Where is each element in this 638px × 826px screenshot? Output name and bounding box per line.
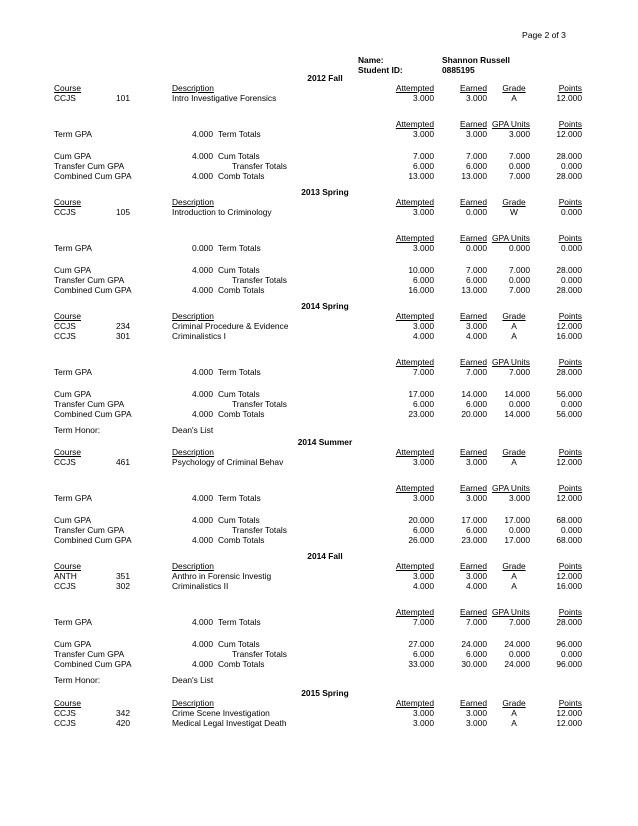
grade-header: Grade	[502, 311, 526, 321]
earned-header: Earned	[459, 197, 487, 207]
combined-totals-label: Comb Totals	[218, 659, 265, 669]
term-gpa-label: Term GPA	[54, 243, 92, 253]
term-honor-value: Dean's List	[172, 675, 214, 685]
cum-gpa-label: Cum GPA	[54, 515, 92, 525]
gpa-units-header: GPA Units	[491, 233, 530, 243]
gpa-units-header: GPA Units	[491, 119, 530, 129]
cum-gpa-units: 17.000	[504, 515, 530, 525]
totals-earned-header: Earned	[459, 483, 487, 493]
transfer-gpa-label: Transfer Cum GPA	[54, 525, 125, 535]
course-attempted: 4.000	[413, 581, 434, 591]
attempted-header: Attempted	[395, 197, 434, 207]
term-gpa-label: Term GPA	[54, 493, 92, 503]
cum-gpa-label: Cum GPA	[54, 265, 92, 275]
gpa-units-header: GPA Units	[491, 483, 530, 493]
cum-gpa-label: Cum GPA	[54, 389, 92, 399]
term-gpa-value: 0.000	[192, 243, 213, 253]
transfer-gpa-units: 0.000	[509, 399, 530, 409]
course-attempted: 3.000	[413, 207, 434, 217]
student-id-label: Student ID:	[358, 65, 403, 75]
course-grade: A	[511, 581, 517, 591]
description-header: Description	[172, 197, 214, 207]
cum-gpa-value: 4.000	[192, 151, 213, 161]
grade-header: Grade	[502, 83, 526, 93]
transfer-gpa-units: 0.000	[509, 649, 530, 659]
grade-header: Grade	[502, 561, 526, 571]
combined-totals-label: Comb Totals	[218, 285, 265, 295]
course-number: 105	[116, 207, 130, 217]
course-earned: 4.000	[466, 331, 487, 341]
term-title: 2014 Fall	[307, 551, 343, 561]
term-title: 2014 Summer	[297, 437, 353, 447]
combined-gpa-units: 14.000	[504, 409, 530, 419]
combined-points: 56.000	[556, 409, 582, 419]
course-points: 16.000	[556, 331, 582, 341]
course-subject: CCJS	[54, 321, 76, 331]
totals-attempted-header: Attempted	[395, 483, 434, 493]
course-earned: 3.000	[466, 321, 487, 331]
transfer-gpa-units: 0.000	[509, 275, 530, 285]
cum-earned: 14.000	[461, 389, 487, 399]
term-gpa-label: Term GPA	[54, 367, 92, 377]
cum-gpa-value: 4.000	[192, 515, 213, 525]
combined-gpa-units: 17.000	[504, 535, 530, 545]
transfer-attempted: 6.000	[413, 649, 434, 659]
course-grade: W	[510, 207, 518, 217]
course-earned: 4.000	[466, 581, 487, 591]
points-header: Points	[558, 197, 582, 207]
cum-totals-label: Cum Totals	[218, 389, 260, 399]
earned-header: Earned	[459, 698, 487, 708]
course-description: Anthro in Forensic Investig	[172, 571, 272, 581]
term-title: 2015 Spring	[301, 688, 349, 698]
cum-totals-label: Cum Totals	[218, 639, 260, 649]
term-title: 2013 Spring	[301, 187, 349, 197]
course-description: Medical Legal Investigat Death	[172, 718, 287, 728]
transfer-gpa-units: 0.000	[509, 525, 530, 535]
course-subject: CCJS	[54, 457, 76, 467]
term-attempted: 3.000	[413, 493, 434, 503]
combined-totals-label: Comb Totals	[218, 171, 265, 181]
earned-header: Earned	[459, 311, 487, 321]
grade-header: Grade	[502, 698, 526, 708]
gpa-units-header: GPA Units	[491, 357, 530, 367]
course-header: Course	[54, 311, 81, 321]
transfer-points: 0.000	[561, 525, 582, 535]
transfer-totals-label: Transfer Totals	[232, 525, 287, 535]
course-attempted: 3.000	[413, 93, 434, 103]
description-header: Description	[172, 83, 214, 93]
earned-header: Earned	[459, 561, 487, 571]
course-subject: CCJS	[54, 718, 76, 728]
combined-points: 28.000	[556, 285, 582, 295]
description-header: Description	[172, 447, 214, 457]
transfer-earned: 6.000	[466, 399, 487, 409]
course-subject: CCJS	[54, 708, 76, 718]
totals-earned-header: Earned	[459, 357, 487, 367]
transfer-attempted: 6.000	[413, 399, 434, 409]
term-points: 28.000	[556, 617, 582, 627]
points-header: Points	[558, 447, 582, 457]
combined-gpa-value: 4.000	[192, 285, 213, 295]
course-points: 12.000	[556, 718, 582, 728]
term-title: 2014 Spring	[301, 301, 349, 311]
totals-points-header: Points	[558, 483, 582, 493]
cum-gpa-label: Cum GPA	[54, 639, 92, 649]
course-number: 342	[116, 708, 130, 718]
cum-gpa-value: 4.000	[192, 265, 213, 275]
course-header: Course	[54, 561, 81, 571]
cum-earned: 7.000	[466, 265, 487, 275]
term-earned: 3.000	[466, 129, 487, 139]
combined-earned: 20.000	[461, 409, 487, 419]
term-gpa-units: 7.000	[509, 617, 530, 627]
cum-points: 28.000	[556, 151, 582, 161]
term-gpa-value: 4.000	[192, 617, 213, 627]
cum-gpa-units: 7.000	[509, 151, 530, 161]
course-attempted: 3.000	[413, 708, 434, 718]
grade-header: Grade	[502, 447, 526, 457]
course-attempted: 3.000	[413, 571, 434, 581]
term-gpa-value: 4.000	[192, 367, 213, 377]
earned-header: Earned	[459, 83, 487, 93]
course-attempted: 4.000	[413, 331, 434, 341]
combined-attempted: 13.000	[408, 171, 434, 181]
course-header: Course	[54, 197, 81, 207]
course-description: Criminal Procedure & Evidence	[172, 321, 289, 331]
course-description: Crime Scene Investigation	[172, 708, 270, 718]
course-grade: A	[511, 321, 517, 331]
transfer-earned: 6.000	[466, 275, 487, 285]
attempted-header: Attempted	[395, 447, 434, 457]
cum-gpa-units: 7.000	[509, 265, 530, 275]
totals-attempted-header: Attempted	[395, 119, 434, 129]
term-gpa-units: 3.000	[509, 493, 530, 503]
combined-totals-label: Comb Totals	[218, 535, 265, 545]
course-grade: A	[511, 718, 517, 728]
course-grade: A	[511, 571, 517, 581]
cum-totals-label: Cum Totals	[218, 265, 260, 275]
course-subject: CCJS	[54, 581, 76, 591]
combined-points: 68.000	[556, 535, 582, 545]
course-subject: ANTH	[54, 571, 77, 581]
totals-earned-header: Earned	[459, 119, 487, 129]
transfer-totals-label: Transfer Totals	[232, 275, 287, 285]
course-earned: 0.000	[466, 207, 487, 217]
term-honor-value: Dean's List	[172, 425, 214, 435]
course-earned: 3.000	[466, 708, 487, 718]
transfer-gpa-label: Transfer Cum GPA	[54, 275, 125, 285]
course-earned: 3.000	[466, 93, 487, 103]
page-number: Page 2 of 3	[522, 30, 566, 40]
transfer-attempted: 6.000	[413, 161, 434, 171]
term-totals-label: Term Totals	[218, 617, 261, 627]
transfer-earned: 6.000	[466, 525, 487, 535]
transfer-totals-label: Transfer Totals	[232, 649, 287, 659]
term-gpa-units: 0.000	[509, 243, 530, 253]
cum-attempted: 20.000	[408, 515, 434, 525]
cum-attempted: 7.000	[413, 151, 434, 161]
course-grade: A	[511, 457, 517, 467]
course-earned: 3.000	[466, 571, 487, 581]
points-header: Points	[558, 698, 582, 708]
transfer-points: 0.000	[561, 649, 582, 659]
term-gpa-units: 3.000	[509, 129, 530, 139]
course-grade: A	[511, 331, 517, 341]
transfer-attempted: 6.000	[413, 275, 434, 285]
course-points: 0.000	[561, 207, 582, 217]
cum-gpa-value: 4.000	[192, 639, 213, 649]
totals-attempted-header: Attempted	[395, 607, 434, 617]
course-grade: A	[511, 708, 517, 718]
cum-points: 56.000	[556, 389, 582, 399]
transfer-gpa-label: Transfer Cum GPA	[54, 649, 125, 659]
combined-totals-label: Comb Totals	[218, 409, 265, 419]
attempted-header: Attempted	[395, 83, 434, 93]
term-honor-label: Term Honor:	[54, 675, 101, 685]
term-earned: 7.000	[466, 367, 487, 377]
course-number: 234	[116, 321, 130, 331]
course-description: Criminalistics II	[172, 581, 229, 591]
cum-points: 68.000	[556, 515, 582, 525]
combined-gpa-value: 4.000	[192, 535, 213, 545]
combined-earned: 23.000	[461, 535, 487, 545]
totals-attempted-header: Attempted	[395, 357, 434, 367]
term-points: 0.000	[561, 243, 582, 253]
term-gpa-value: 4.000	[192, 129, 213, 139]
term-points: 12.000	[556, 493, 582, 503]
course-subject: CCJS	[54, 207, 76, 217]
course-description: Psychology of Criminal Behav	[172, 457, 284, 467]
transfer-earned: 6.000	[466, 649, 487, 659]
description-header: Description	[172, 561, 214, 571]
combined-gpa-units: 24.000	[504, 659, 530, 669]
term-attempted: 7.000	[413, 367, 434, 377]
course-description: Intro Investigative Forensics	[172, 93, 277, 103]
cum-attempted: 27.000	[408, 639, 434, 649]
name-label: Name:	[358, 55, 384, 65]
transfer-points: 0.000	[561, 161, 582, 171]
course-subject: CCJS	[54, 93, 76, 103]
course-points: 12.000	[556, 571, 582, 581]
course-number: 461	[116, 457, 130, 467]
term-totals-label: Term Totals	[218, 367, 261, 377]
cum-earned: 17.000	[461, 515, 487, 525]
course-number: 301	[116, 331, 130, 341]
course-points: 12.000	[556, 708, 582, 718]
term-points: 12.000	[556, 129, 582, 139]
term-gpa-value: 4.000	[192, 493, 213, 503]
term-attempted: 3.000	[413, 243, 434, 253]
course-points: 16.000	[556, 581, 582, 591]
combined-gpa-value: 4.000	[192, 409, 213, 419]
transfer-gpa-label: Transfer Cum GPA	[54, 161, 125, 171]
term-attempted: 3.000	[413, 129, 434, 139]
cum-totals-label: Cum Totals	[218, 515, 260, 525]
attempted-header: Attempted	[395, 561, 434, 571]
course-grade: A	[511, 93, 517, 103]
totals-earned-header: Earned	[459, 233, 487, 243]
course-points: 12.000	[556, 457, 582, 467]
earned-header: Earned	[459, 447, 487, 457]
term-totals-label: Term Totals	[218, 243, 261, 253]
cum-attempted: 17.000	[408, 389, 434, 399]
points-header: Points	[558, 311, 582, 321]
description-header: Description	[172, 311, 214, 321]
combined-earned: 30.000	[461, 659, 487, 669]
term-points: 28.000	[556, 367, 582, 377]
course-header: Course	[54, 698, 81, 708]
cum-gpa-label: Cum GPA	[54, 151, 92, 161]
combined-gpa-label: Combined Cum GPA	[54, 535, 132, 545]
course-attempted: 3.000	[413, 321, 434, 331]
combined-gpa-label: Combined Cum GPA	[54, 659, 132, 669]
course-number: 101	[116, 93, 130, 103]
points-header: Points	[558, 83, 582, 93]
combined-attempted: 23.000	[408, 409, 434, 419]
totals-points-header: Points	[558, 607, 582, 617]
totals-points-header: Points	[558, 119, 582, 129]
transfer-gpa-label: Transfer Cum GPA	[54, 399, 125, 409]
description-header: Description	[172, 698, 214, 708]
term-totals-label: Term Totals	[218, 493, 261, 503]
combined-points: 28.000	[556, 171, 582, 181]
term-gpa-label: Term GPA	[54, 129, 92, 139]
transfer-totals-label: Transfer Totals	[232, 161, 287, 171]
course-header: Course	[54, 83, 81, 93]
cum-points: 28.000	[556, 265, 582, 275]
combined-earned: 13.000	[461, 285, 487, 295]
cum-earned: 7.000	[466, 151, 487, 161]
combined-gpa-value: 4.000	[192, 659, 213, 669]
transfer-attempted: 6.000	[413, 525, 434, 535]
course-earned: 3.000	[466, 457, 487, 467]
term-attempted: 7.000	[413, 617, 434, 627]
term-totals-label: Term Totals	[218, 129, 261, 139]
term-earned: 0.000	[466, 243, 487, 253]
cum-gpa-units: 24.000	[504, 639, 530, 649]
combined-gpa-label: Combined Cum GPA	[54, 409, 132, 419]
course-header: Course	[54, 447, 81, 457]
student-id: 0885195	[442, 65, 475, 75]
course-attempted: 3.000	[413, 457, 434, 467]
transfer-earned: 6.000	[466, 161, 487, 171]
combined-gpa-label: Combined Cum GPA	[54, 285, 132, 295]
cum-earned: 24.000	[461, 639, 487, 649]
course-number: 420	[116, 718, 130, 728]
grade-header: Grade	[502, 197, 526, 207]
transfer-points: 0.000	[561, 399, 582, 409]
course-subject: CCJS	[54, 331, 76, 341]
cum-totals-label: Cum Totals	[218, 151, 260, 161]
term-title: 2012 Fall	[307, 73, 343, 83]
course-description: Criminalistics I	[172, 331, 226, 341]
term-gpa-units: 7.000	[509, 367, 530, 377]
combined-earned: 13.000	[461, 171, 487, 181]
combined-attempted: 26.000	[408, 535, 434, 545]
attempted-header: Attempted	[395, 311, 434, 321]
cum-gpa-value: 4.000	[192, 389, 213, 399]
term-earned: 7.000	[466, 617, 487, 627]
combined-points: 96.000	[556, 659, 582, 669]
combined-gpa-units: 7.000	[509, 171, 530, 181]
totals-points-header: Points	[558, 357, 582, 367]
course-description: Introduction to Criminology	[172, 207, 272, 217]
term-honor-label: Term Honor:	[54, 425, 101, 435]
totals-earned-header: Earned	[459, 607, 487, 617]
combined-attempted: 16.000	[408, 285, 434, 295]
combined-gpa-value: 4.000	[192, 171, 213, 181]
term-gpa-label: Term GPA	[54, 617, 92, 627]
course-number: 302	[116, 581, 130, 591]
totals-attempted-header: Attempted	[395, 233, 434, 243]
student-name: Shannon Russell	[442, 55, 510, 65]
course-number: 351	[116, 571, 130, 581]
points-header: Points	[558, 561, 582, 571]
attempted-header: Attempted	[395, 698, 434, 708]
totals-points-header: Points	[558, 233, 582, 243]
course-earned: 3.000	[466, 718, 487, 728]
gpa-units-header: GPA Units	[491, 607, 530, 617]
transfer-totals-label: Transfer Totals	[232, 399, 287, 409]
term-earned: 3.000	[466, 493, 487, 503]
transfer-gpa-units: 0.000	[509, 161, 530, 171]
course-points: 12.000	[556, 321, 582, 331]
course-attempted: 3.000	[413, 718, 434, 728]
cum-gpa-units: 14.000	[504, 389, 530, 399]
cum-attempted: 10.000	[408, 265, 434, 275]
combined-attempted: 33.000	[408, 659, 434, 669]
combined-gpa-units: 7.000	[509, 285, 530, 295]
combined-gpa-label: Combined Cum GPA	[54, 171, 132, 181]
cum-points: 96.000	[556, 639, 582, 649]
course-points: 12.000	[556, 93, 582, 103]
transfer-points: 0.000	[561, 275, 582, 285]
